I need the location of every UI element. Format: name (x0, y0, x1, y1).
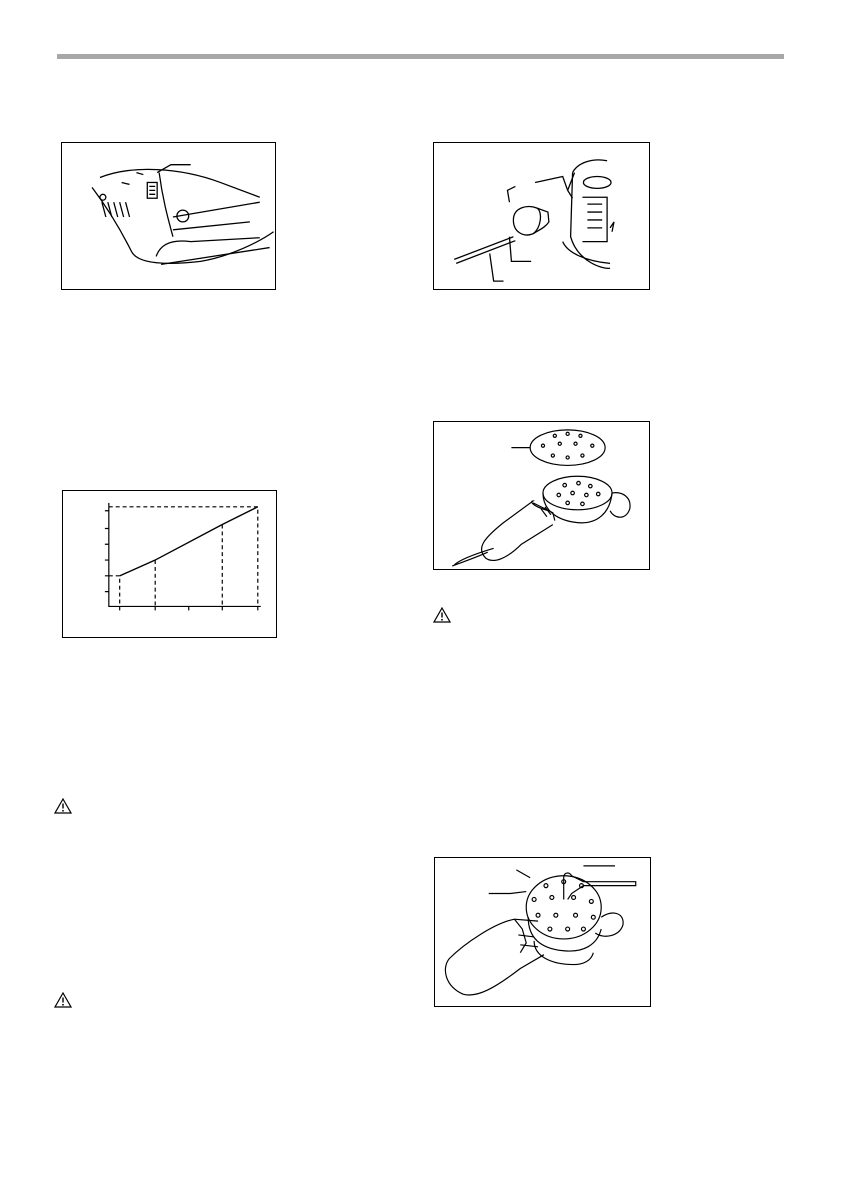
figure-abrasive-disc (433, 421, 650, 570)
speed-graph (63, 491, 276, 637)
warning-triangle-icon (433, 607, 451, 623)
figure-switch (61, 142, 276, 290)
pad-brake-illustration (434, 143, 649, 289)
switch-illustration (62, 143, 275, 289)
warning-triangle-icon (54, 798, 72, 814)
figure-speed-graph (62, 490, 277, 638)
figure-pad-brake (433, 142, 650, 290)
header-rule (57, 54, 784, 59)
abrasive-disc-illustration (434, 422, 649, 569)
warning-triangle-icon (54, 992, 72, 1008)
hex-wrench-illustration (435, 858, 650, 1006)
figure-hex-wrench (434, 857, 651, 1007)
